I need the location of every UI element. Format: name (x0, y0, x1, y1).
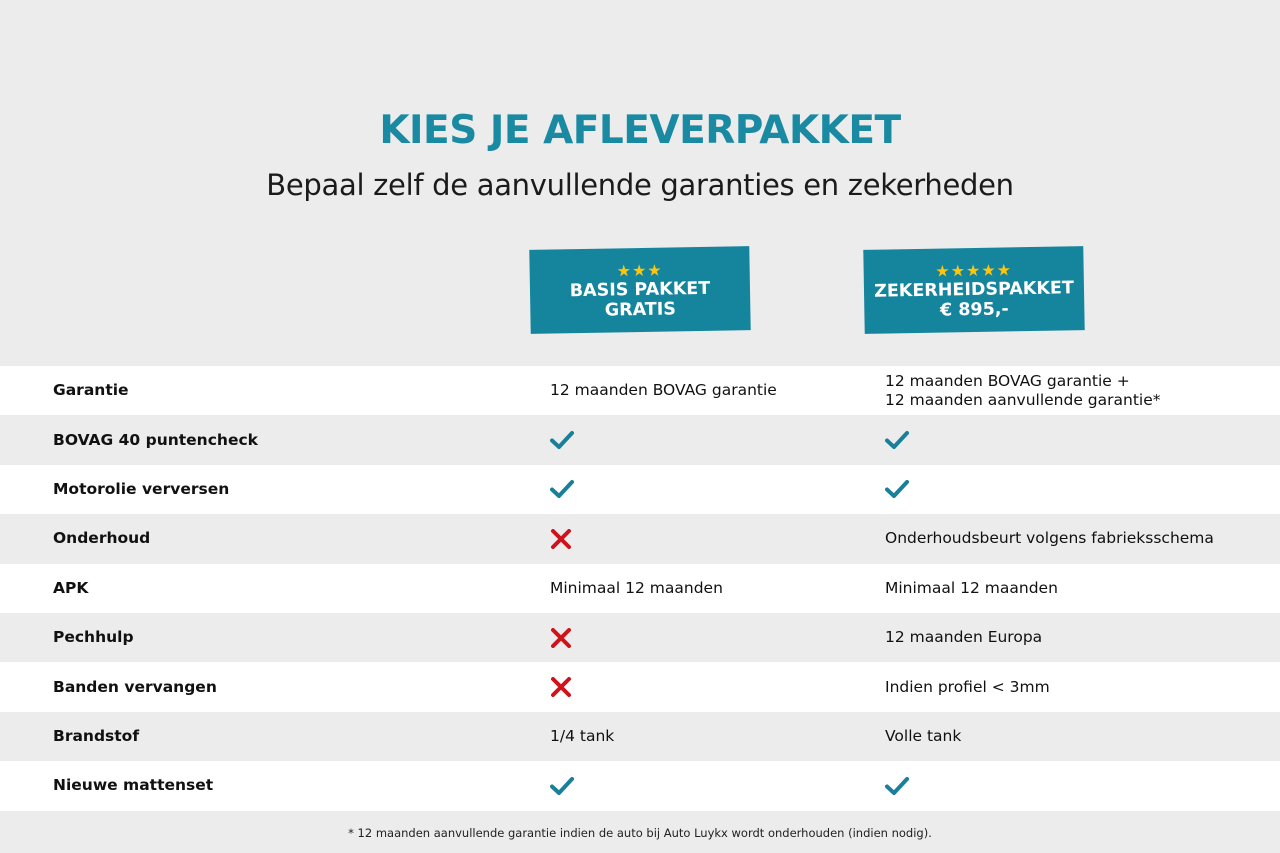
checkmark-icon (550, 430, 574, 450)
cell-text: Onderhoudsbeurt volgens fabrieksschema (885, 529, 1214, 548)
basis-cell (550, 761, 850, 810)
basis-cell (550, 564, 850, 613)
package-basis-name: BASIS PAKKET (569, 278, 711, 302)
page-subtitle: Bepaal zelf de aanvullende garanties en zekerheden (266, 168, 1014, 202)
table-row (0, 761, 1280, 810)
comparison-table (0, 366, 1280, 811)
basis-cell (550, 415, 850, 464)
row-label: BOVAG 40 puntencheck (53, 430, 258, 449)
row-label: APK (53, 578, 89, 597)
checkmark-icon (885, 430, 909, 450)
zekerheid-cell (885, 712, 1245, 761)
table-row (0, 613, 1280, 662)
package-zekerheid-name: ZEKERHEIDSPAKKET (874, 278, 1074, 302)
zekerheid-cell (885, 613, 1245, 662)
zekerheid-cell (885, 662, 1245, 711)
basis-cell (550, 712, 850, 761)
cross-icon (550, 628, 572, 648)
cross-icon (550, 677, 572, 697)
zekerheid-cell (885, 415, 1245, 464)
cross-icon (550, 529, 572, 549)
row-label: Nieuwe mattenset (53, 776, 214, 795)
star-rating-icon: ★★★★★ (935, 260, 1013, 281)
table-row (0, 415, 1280, 464)
zekerheid-cell (885, 366, 1245, 415)
checkmark-icon (550, 776, 574, 796)
cell-text: Minimaal 12 maanden (885, 578, 1058, 597)
table-row (0, 662, 1280, 711)
zekerheid-cell (885, 761, 1245, 810)
table-row (0, 514, 1280, 563)
cell-text: 12 maanden Europa (885, 628, 1043, 647)
row-label: Banden vervangen (53, 677, 217, 696)
table-row (0, 564, 1280, 613)
table-row (0, 465, 1280, 514)
footnote: * 12 maanden aanvullende garantie indien de auto bij Auto Luykx wordt onderhouden (indien nodig). (348, 826, 932, 840)
basis-cell (550, 465, 850, 514)
row-label: Garantie (53, 381, 129, 400)
cell-text: Indien profiel < 3mm (885, 677, 1050, 696)
package-zekerheid-price: € 895,- (939, 299, 1009, 321)
zekerheid-cell (885, 514, 1245, 563)
checkmark-icon (550, 479, 574, 499)
zekerheid-cell (885, 564, 1245, 613)
basis-cell (550, 613, 850, 662)
cell-text: Volle tank (885, 726, 962, 745)
page-title: KIES JE AFLEVERPAKKET (379, 108, 901, 153)
row-label: Pechhulp (53, 628, 134, 647)
row-label: Onderhoud (53, 529, 151, 548)
basis-cell (550, 514, 850, 563)
star-rating-icon: ★★★ (616, 260, 663, 281)
package-zekerheid-header (863, 246, 1084, 334)
cell-text: Minimaal 12 maanden (550, 578, 723, 597)
package-basis-price: GRATIS (604, 299, 677, 321)
checkmark-icon (885, 479, 909, 499)
row-label: Motorolie verversen (53, 479, 230, 498)
checkmark-icon (885, 776, 909, 796)
cell-text: 12 maanden aanvullende garantie* (885, 390, 1161, 409)
basis-cell (550, 662, 850, 711)
package-basis-header (529, 246, 750, 334)
table-row (0, 366, 1280, 415)
table-row (0, 712, 1280, 761)
cell-text: 12 maanden BOVAG garantie + (885, 371, 1130, 390)
zekerheid-cell (885, 465, 1245, 514)
basis-cell (550, 366, 850, 415)
cell-text: 1/4 tank (550, 726, 615, 745)
row-label: Brandstof (53, 726, 140, 745)
cell-text: 12 maanden BOVAG garantie (550, 381, 777, 400)
